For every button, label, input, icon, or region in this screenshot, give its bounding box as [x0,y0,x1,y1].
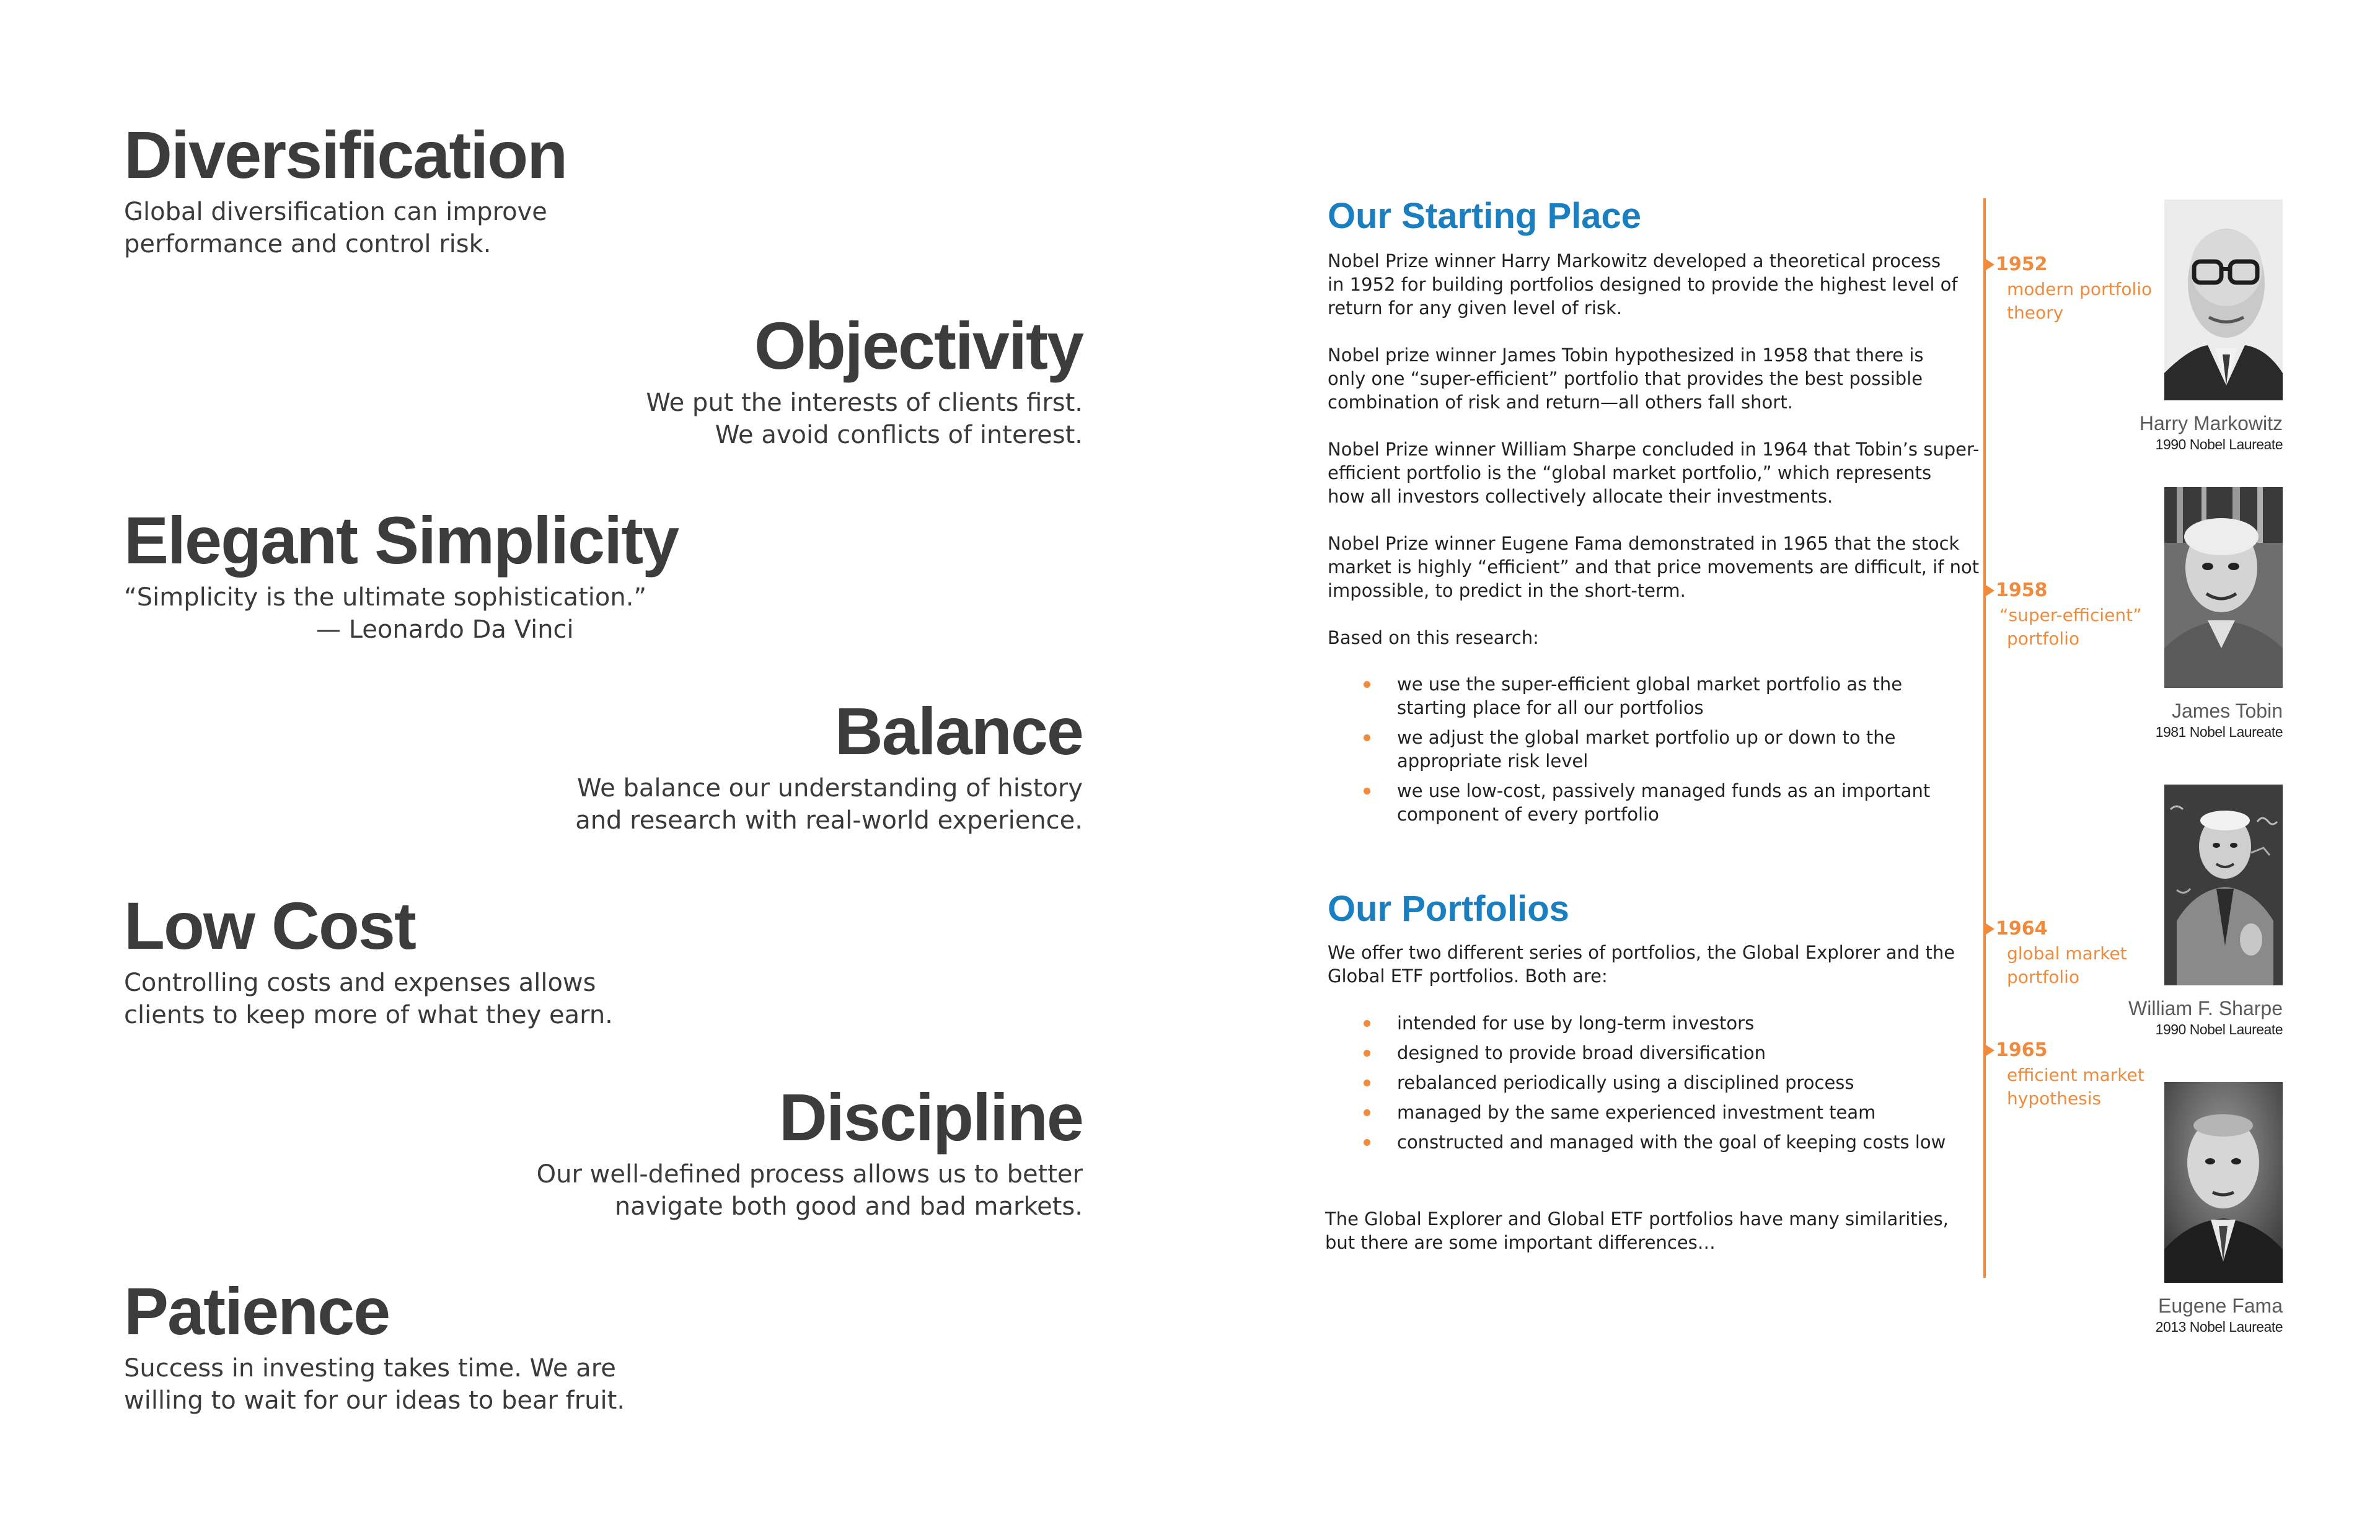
principle-text-line: navigate both good and bad markets. [614,1192,1083,1221]
list-item [1328,1071,1947,1094]
list-item-line: we use the super-efficient global market portfolio as the [1397,674,1903,695]
list-item-line: designed to provide broad diversification [1397,1042,1766,1063]
principle-text-line: clients to keep more of what they earn. [124,1001,613,1029]
list-item [1328,672,1947,719]
portrait-eugene-fama [2164,1082,2283,1283]
principle-text-line: We balance our understanding of history [576,774,1083,803]
list-item [1328,779,1947,826]
paragraph-line: Nobel Prize winner Harry Markowitz developed a theoretical process [1328,250,1941,271]
list-item-line: we use low-cost, passively managed funds as an important [1397,780,1931,801]
starting-place-paragraph-2 [1328,343,1924,414]
paragraph-line: impossible, to predict in the short-term. [1328,580,1686,601]
principle-text-line: Our well-defined process allows us to better [536,1160,1083,1189]
paragraph-line: efficient portfolio is the “global market portfolio,” which represents [1328,462,1932,483]
timeline-line [1983,198,1986,1278]
principle-text-line: performance and control risk. [124,230,491,258]
timeline-label [2007,278,2152,325]
paragraph-line: Nobel prize winner James Tobin hypothesized in 1958 that there is [1328,345,1924,366]
paragraph-line: Nobel Prize winner William Sharpe concluded in 1964 that Tobin’s super- [1328,439,1980,460]
timeline-label-line: global market [2007,943,2127,964]
starting-place-paragraph-1 [1328,249,1958,320]
list-item-line: starting place for all our portfolios [1397,697,1704,718]
paragraph-line: Nobel Prize winner Eugene Fama demonstrated in 1965 that the stock [1328,533,1960,554]
principle-text [124,1352,744,1417]
paragraph-line: only one “super-efficient” portfolio that provides the best possible [1328,368,1923,389]
timeline-label-line: portfolio [2007,628,2080,649]
portrait-image [2164,785,2283,985]
laureate-award: 1981 Nobel Laureate [2155,724,2283,740]
list-item-line: constructed and managed with the goal of keeping costs low [1397,1132,1946,1153]
laureate-name: Harry Markowitz [2139,412,2283,434]
timeline-label [2007,942,2127,989]
paragraph-line: market is highly “efficient” and that price movements are difficult, if not [1328,557,1980,578]
principle-patience [124,1274,744,1417]
timeline-label-line: “super-efficient” [1999,605,2142,625]
laureate-award: 1990 Nobel Laureate [2155,1021,2283,1037]
principle-elegant-simplicity [124,503,744,646]
timeline-year: 1952 [1996,253,2048,275]
bullet-dot-icon [1364,1139,1370,1146]
portrait-james-tobin [2164,487,2283,688]
principle-diversification [124,118,744,260]
quote-attribution: — Leonardo Da Vinci [316,615,574,644]
principle-title: Objectivity [754,308,1083,383]
paragraph-line: return for any given level of risk. [1328,297,1623,319]
timeline-label [1999,604,2142,651]
list-item-line: we adjust the global market portfolio up or down to the [1397,727,1896,748]
list-item [1328,1101,1947,1124]
principle-text [401,387,1083,451]
bullet-dot-icon [1364,1020,1370,1027]
portrait-image [2164,487,2283,688]
timeline-arrow-icon [1986,259,1994,270]
principle-text [401,1158,1083,1223]
paragraph-line: Global ETF portfolios. Both are: [1328,966,1608,987]
timeline-arrow-icon [1986,923,1994,935]
principle-text-line: willing to wait for our ideas to bear fruit. [124,1386,625,1415]
portrait-harry-markowitz [2164,200,2283,400]
timeline-year: 1964 [1996,918,2048,939]
bullet-dot-icon [1364,788,1370,794]
principle-title: Balance [834,693,1083,768]
laureate-award: 2013 Nobel Laureate [2155,1319,2283,1335]
principle-quote [124,581,744,646]
laureate-name: Eugene Fama [2157,1295,2283,1317]
principle-title: Diversification [124,117,567,192]
paragraph-line: Based on this research: [1328,627,1539,648]
portrait-image [2164,1082,2283,1283]
principle-text-line: Success in investing takes time. We are [124,1354,616,1383]
quote-text: “Simplicity is the ultimate sophistication.” [124,583,647,612]
principle-title: Elegant Simplicity [124,503,679,578]
timeline-label-line: modern portfolio [2007,279,2153,299]
list-item-line: intended for use by long-term investors [1397,1013,1755,1034]
portfolios-bullet-list [1328,1011,1947,1160]
list-item [1328,1130,1947,1154]
timeline-label-line: hypothesis [2007,1088,2102,1109]
principle-text-line: Controlling costs and expenses allows [124,969,596,997]
principle-text-line: We put the interests of clients first. [646,389,1083,417]
laureate-award: 1990 Nobel Laureate [2155,436,2283,452]
timeline-label-line: portfolio [2007,967,2080,987]
timeline-year: 1965 [1996,1039,2048,1061]
list-item [1328,1041,1947,1065]
principle-low-cost [124,889,744,1031]
portrait-william-sharpe [2164,785,2283,985]
principle-title: Low Cost [124,888,415,963]
principle-text [124,196,744,260]
bullet-dot-icon [1364,1109,1370,1116]
paragraph-line: in 1952 for building portfolios designed to provide the highest level of [1328,274,1958,295]
timeline-label-line: theory [2007,302,2064,323]
list-item-line: managed by the same experienced investment team [1397,1102,1876,1123]
principle-text-line: Global diversification can improve [124,198,547,226]
starting-place-paragraph-3 [1328,438,1979,508]
principle-text [401,772,1083,837]
paragraph-line: The Global Explorer and Global ETF portfolios have many similarities, [1325,1208,1949,1230]
timeline-year: 1958 [1996,579,2048,601]
principle-title: Patience [124,1274,390,1349]
list-item-line: appropriate risk level [1397,750,1589,772]
bullet-dot-icon [1364,681,1370,688]
section-title-portfolios: Our Portfolios [1328,889,1569,929]
laureate-name: James Tobin [2171,700,2283,722]
bullet-dot-icon [1364,1050,1370,1057]
list-item [1328,1011,1947,1035]
list-item [1328,726,1947,773]
paragraph-line: combination of risk and return—all others fall short. [1328,392,1793,413]
principle-balance [401,694,1083,837]
principle-text-line: and research with real-world experience. [575,806,1083,835]
list-item-line: rebalanced periodically using a disciplined process [1397,1072,1854,1093]
timeline-label [2007,1063,2144,1111]
timeline-arrow-icon [1986,585,1994,596]
paragraph-line: but there are some important differences… [1325,1232,1716,1253]
timeline-arrow-icon [1986,1045,1994,1056]
portfolios-intro [1328,941,1955,988]
portrait-image [2164,200,2283,400]
section-title-starting-place: Our Starting Place [1328,196,1642,236]
principle-text-line: We avoid conflicts of interest. [715,421,1083,449]
laureate-name: William F. Sharpe [2128,997,2283,1019]
principle-discipline [401,1080,1083,1223]
portfolios-closing [1325,1207,1949,1254]
list-item-line: component of every portfolio [1397,804,1659,825]
principle-text [124,967,744,1031]
bullet-dot-icon [1364,734,1370,741]
paragraph-line: how all investors collectively allocate their investments. [1328,486,1833,507]
starting-place-paragraph-5 [1328,626,1539,649]
principle-objectivity [401,309,1083,451]
starting-place-paragraph-4 [1328,532,1979,602]
paragraph-line: We offer two different series of portfolios, the Global Explorer and the [1328,942,1955,963]
timeline-label-line: efficient market [2007,1065,2144,1085]
bullet-dot-icon [1364,1080,1370,1086]
starting-place-bullet-list [1328,672,1947,832]
principle-title: Discipline [778,1080,1083,1155]
